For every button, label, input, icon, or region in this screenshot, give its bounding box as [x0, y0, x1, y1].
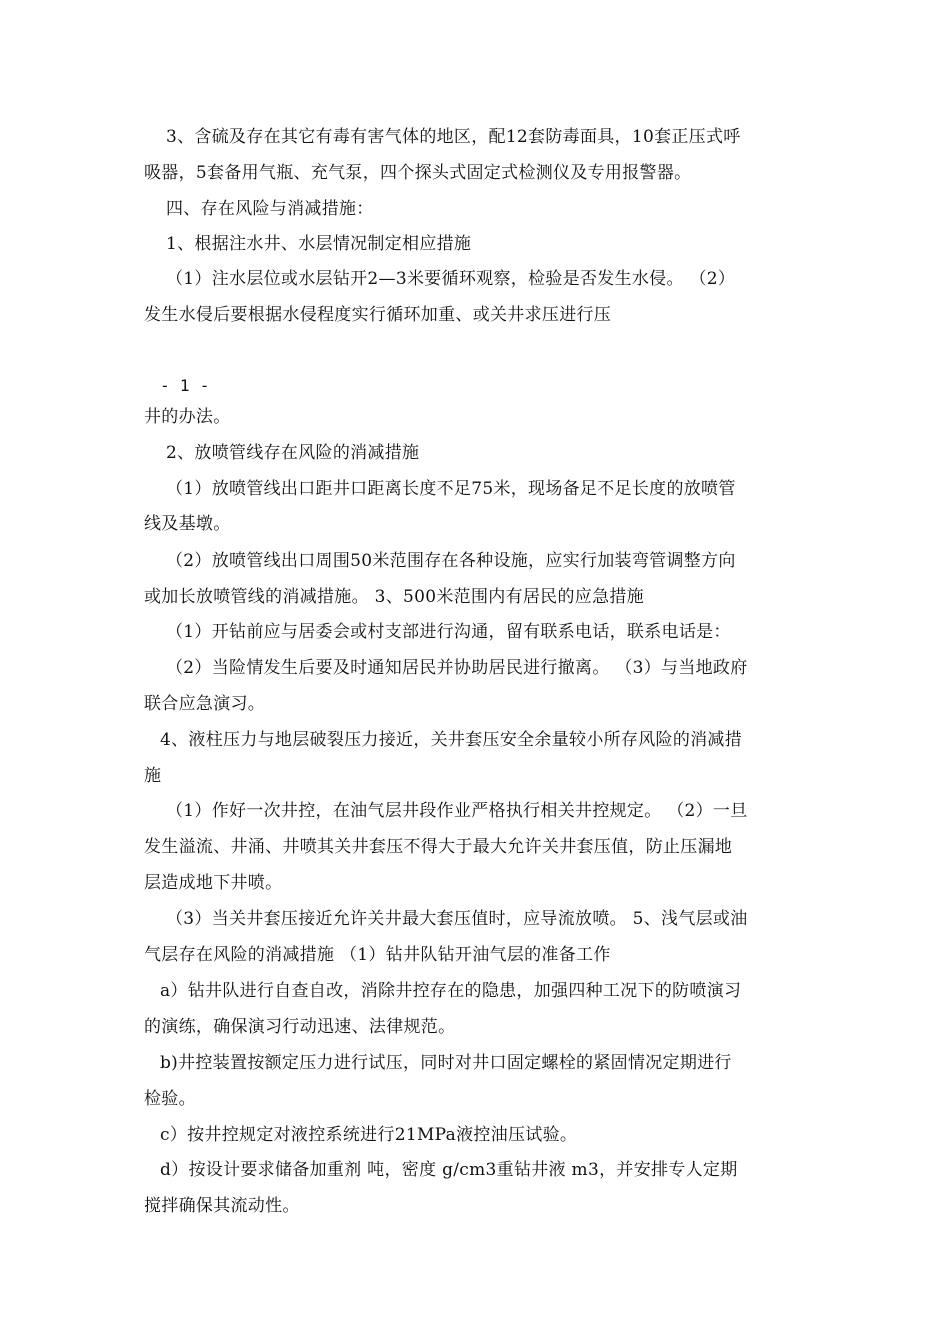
page-number: - 1 -	[160, 376, 210, 395]
text-line: 施	[144, 766, 162, 786]
text-line: d）按设计要求储备加重剂 吨，密度 g/cm3重钻井液 m3，并安排专人定期	[160, 1160, 738, 1180]
text-line: （1）注水层位或水层钻开2—3米要循环观察，检验是否发生水侵。 （2）	[166, 269, 736, 289]
subsection-heading: 4、液柱压力与地层破裂压力接近，关井套压安全余量较小所存风险的消减措	[160, 730, 743, 750]
text-line: （3）当关井套压接近允许关井最大套压值时，应导流放喷。 5、浅气层或油	[166, 909, 748, 929]
text-line: 搅拌确保其流动性。	[144, 1196, 300, 1216]
text-line: a）钻井队进行自查自改，消除井控存在的隐患，加强四种工况下的防喷演习	[160, 981, 742, 1001]
text-line: （1）放喷管线出口距井口距离长度不足75米，现场备足不足长度的放喷管	[166, 479, 736, 499]
text-line: （2）当险情发生后要及时通知居民并协助居民进行撤离。 （3）与当地政府	[166, 658, 748, 678]
text-line: （2）放喷管线出口周围50米范围存在各种设施，应实行加装弯管调整方向	[166, 551, 736, 571]
text-line: 发生溢流、井涌、井喷其关井套压不得大于最大允许关井套压值，防止压漏地	[144, 837, 733, 857]
text-line: 气层存在风险的消减措施 （1）钻井队钻开油气层的准备工作	[144, 945, 611, 965]
text-line: 3、含硫及存在其它有毒有害气体的地区，配12套防毒面具，10套正压式呼	[166, 127, 741, 147]
text-line: 检验。	[144, 1089, 196, 1109]
text-line: 的演练，确保演习行动迅速、法律规范。	[144, 1017, 456, 1037]
text-line: 吸器，5套备用气瓶、充气泵，四个探头式固定式检测仪及专用报警器。	[144, 163, 692, 183]
text-line: 或加长放喷管线的消减措施。 3、500米范围内有居民的应急措施	[144, 587, 644, 607]
section-heading: 四、存在风险与消减措施：	[166, 199, 374, 219]
subsection-heading: 1、根据注水井、水层情况制定相应措施	[166, 234, 472, 254]
text-line: 联合应急演习。	[144, 694, 266, 714]
text-line: 层造成地下井喷。	[144, 873, 283, 893]
text-line: （1）作好一次井控，在油气层井段作业严格执行相关井控规定。 （2）一旦	[166, 801, 748, 821]
subsection-heading: 2、放喷管线存在风险的消减措施	[166, 443, 420, 463]
text-line: 发生水侵后要根据水侵程度实行循环加重、或关井求压进行压	[144, 305, 612, 325]
text-line: （1）开钻前应与居委会或村支部进行沟通，留有联系电话，联系电话是：	[166, 622, 731, 642]
text-line: 井的办法。	[144, 407, 231, 427]
text-line: b)井控装置按额定压力进行试压，同时对井口固定螺栓的紧固情况定期进行	[160, 1053, 732, 1073]
text-line: c）按井控规定对液控系统进行21MPa液控油压试验。	[160, 1125, 578, 1145]
text-line: 线及基墩。	[144, 514, 231, 534]
